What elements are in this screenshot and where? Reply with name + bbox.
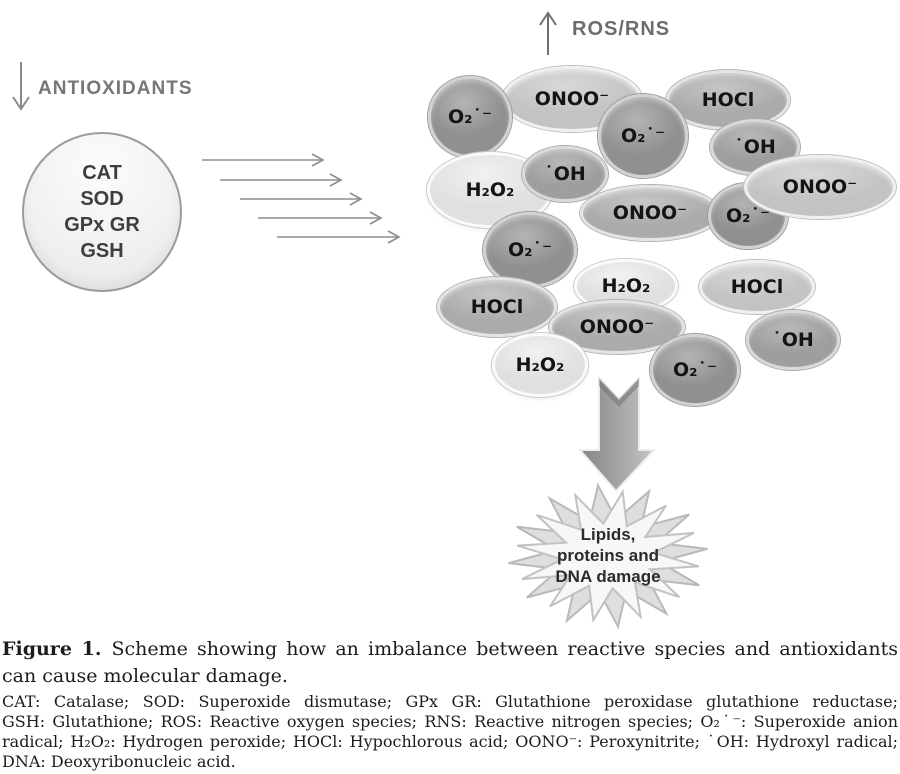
species-label: HOCl — [470, 296, 524, 318]
footnote-line-1: CAT: Catalase; SOD: Superoxide dismutase; GPx GR: Glutathione peroxidase glutathione reductase; — [2, 692, 898, 711]
species-bubble-hocl-right — [699, 260, 815, 314]
species-bubble-o2-top-left — [428, 76, 512, 158]
antioxidants-label: ANTIOXIDANTS — [38, 78, 193, 99]
species-label: O₂˙⁻ — [507, 239, 552, 261]
damage-text-line: proteins and — [556, 546, 659, 565]
species-label: O₂˙⁻ — [447, 106, 492, 128]
damage-starburst-text — [518, 524, 698, 587]
species-label: ˙OH — [544, 163, 586, 185]
antioxidant-name-gsh: GSH — [80, 240, 124, 262]
species-label: H₂O₂ — [515, 354, 565, 376]
species-bubble-onoo-mid — [580, 185, 720, 241]
footnote-line-4: DNA: Deoxyribonucleic acid. — [2, 752, 236, 771]
footnote-line-2: GSH: Glutathione; ROS: Reactive oxygen species; RNS: Reactive nitrogen species; O₂˙⁻: Superoxide anion — [2, 712, 898, 731]
species-label: HOCl — [701, 89, 755, 111]
figure-caption — [2, 636, 898, 690]
species-bubble-h2o2-bottom — [492, 333, 588, 397]
species-label: O₂˙⁻ — [725, 205, 770, 227]
antioxidant-name-cat: CAT — [82, 162, 122, 184]
antioxidant-name-sod: SOD — [80, 188, 124, 210]
damage-text-line: DNA damage — [555, 567, 661, 586]
species-label: ONOO⁻ — [782, 176, 858, 198]
species-label: ˙OH — [734, 136, 776, 158]
figure-footnote — [2, 692, 898, 772]
caption-line-2: can cause molecular damage. — [2, 665, 288, 687]
ros-rns-label: ROS/RNS — [572, 18, 671, 40]
species-label: ˙OH — [772, 329, 814, 351]
species-label: ONOO⁻ — [534, 88, 610, 110]
species-label: ONOO⁻ — [612, 202, 688, 224]
species-bubble-onoo-right — [744, 155, 896, 219]
species-bubble-o2-bottom — [650, 334, 740, 406]
species-bubble-oh-bottom-right — [746, 310, 840, 370]
species-bubble-oh-mid — [522, 146, 608, 202]
footnote-line-3: radical; H₂O₂: Hydrogen peroxide; HOCl: Hypochlorous acid; OONO⁻: Peroxynitrite; ˙OH: Hydroxyl radical; — [2, 732, 898, 751]
damage-text-line: Lipids, — [580, 525, 636, 544]
species-label: O₂˙⁻ — [672, 359, 717, 381]
species-label: H₂O₂ — [465, 179, 515, 201]
caption-line-1 — [2, 636, 898, 663]
antioxidant-name-gpxgr: GPx GR — [64, 214, 140, 236]
species-bubble-o2-top-mid — [598, 94, 688, 178]
species-label: O₂˙⁻ — [620, 125, 665, 147]
species-bubble-hocl-left — [437, 277, 557, 337]
species-label: HOCl — [730, 276, 784, 298]
caption-text: Scheme showing how an imbalance between reactive species and antioxidants — [111, 638, 898, 660]
species-label: H₂O₂ — [601, 275, 651, 297]
figure-label: Figure 1. — [2, 638, 102, 660]
species-label: ONOO⁻ — [579, 316, 655, 338]
